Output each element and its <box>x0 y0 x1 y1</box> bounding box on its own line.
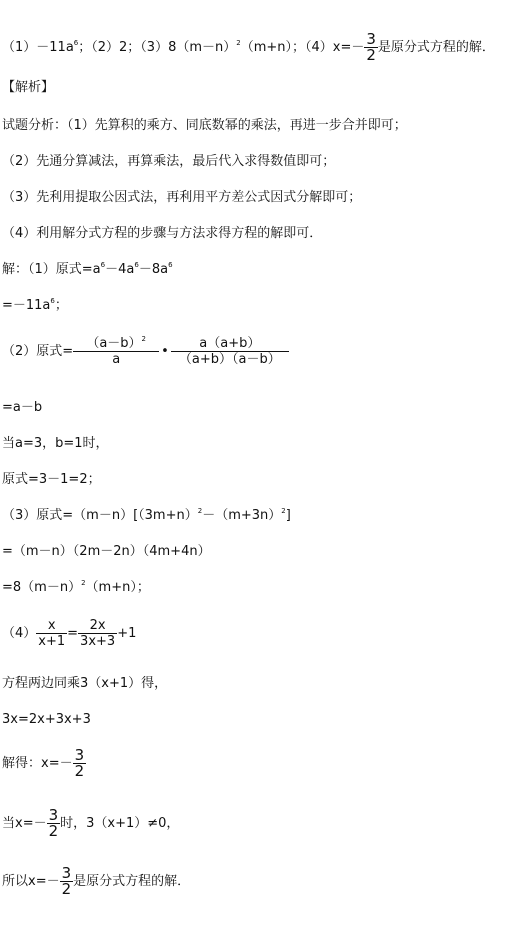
answer-sup2: 2 <box>236 39 241 47</box>
fraction-numerator: 3 <box>48 806 59 824</box>
fraction-denominator: 3x+3 <box>80 634 116 649</box>
fraction <box>36 618 67 649</box>
fraction <box>73 336 159 367</box>
solution-line-2 <box>2 298 68 314</box>
solution-line-7 <box>2 508 291 524</box>
answer-line <box>2 32 495 63</box>
solution-line-4: =a－b <box>2 400 43 415</box>
solution-text: （m+n）； <box>85 580 150 595</box>
solution-line-3 <box>2 336 289 367</box>
fraction-denominator: （a+b）（a－b） <box>171 351 289 367</box>
exponent: 6 <box>168 261 173 269</box>
fraction <box>78 618 117 649</box>
solution-text: 所以x=－ <box>2 874 60 889</box>
solution-text: ； <box>54 298 68 313</box>
analysis-line-2: （2）先通分算减法，再算乘法，最后代入求得数值即可； <box>2 154 336 169</box>
answer-part1: （1）－11a <box>2 40 74 55</box>
fraction-numerator: 3 <box>61 864 72 882</box>
fraction <box>47 808 61 839</box>
fraction-denominator: 2 <box>61 880 72 898</box>
equals-sign: = <box>67 626 79 641</box>
answer-sup1: 6 <box>73 39 79 47</box>
section-title: 【解析】 <box>2 80 55 95</box>
solution-line-15 <box>2 866 190 897</box>
solution-line-13 <box>2 748 86 779</box>
solution-text: （4） <box>2 626 37 641</box>
solution-line-11: 方程两边同乘3（x+1）得， <box>2 676 168 691</box>
exponent: 6 <box>100 261 106 269</box>
solution-line-14 <box>2 808 179 839</box>
exponent: 2 <box>81 579 86 587</box>
solution-text: 解得：x=－ <box>2 756 73 771</box>
solution-text: －（m+3n） <box>202 508 282 523</box>
exponent: 2 <box>197 507 203 515</box>
fraction-denominator: 2 <box>366 46 376 64</box>
multiply-dot: • <box>161 344 169 359</box>
solution-text: 时，3（x+1）≠0， <box>60 816 180 831</box>
solution-text: －8a <box>138 262 169 277</box>
solution-text: （3）原式=（m－n）[（3m+n） <box>2 508 198 523</box>
solution-text: =8（m－n） <box>2 580 82 595</box>
fraction-numerator: 2x <box>89 618 106 633</box>
solution-text: ] <box>285 508 291 523</box>
solution-line-9 <box>2 580 150 596</box>
fraction <box>60 866 74 897</box>
analysis-line-1: 试题分析：（1）先算积的乘方、同底数幂的乘法，再进一步合并即可； <box>2 118 407 133</box>
analysis-line-4: （4）利用解分式方程的步骤与方法求得方程的解即可． <box>2 226 323 241</box>
fraction-denominator: a <box>73 351 159 367</box>
solution-text: =－11a <box>2 298 51 313</box>
answer-part2: ；（2）2；（3）8（m－n） <box>78 40 237 55</box>
solution-text: 解：（1）原式=a <box>2 262 101 277</box>
fraction <box>171 336 289 367</box>
answer-part4: 是原分式方程的解． <box>377 40 495 55</box>
answer-part3: （m+n）；（4）x=－ <box>240 40 365 55</box>
fraction-numerator <box>73 336 159 351</box>
solution-line-8: =（m－n）（2m－2n）（4m+4n） <box>2 544 211 559</box>
solution-text: －4a <box>105 262 135 277</box>
fraction-numerator: x <box>47 618 56 633</box>
fraction-denominator: 2 <box>48 822 59 840</box>
exponent: 6 <box>50 297 55 305</box>
analysis-line-3: （3）先利用提取公因式法，再利用平方差公式因式分解即可； <box>2 190 362 205</box>
exponent: 2 <box>141 335 147 343</box>
solution-line-5: 当a=3，b=1时， <box>2 436 109 451</box>
fraction-denominator: 2 <box>74 762 85 780</box>
solution-line-12: 3x=2x+3x+3 <box>2 712 91 727</box>
fraction <box>73 748 87 779</box>
solution-text: 当x=－ <box>2 816 47 831</box>
fraction-numerator: 3 <box>366 30 376 48</box>
solution-text: （2）原式= <box>2 344 74 359</box>
answer-fraction <box>364 32 378 63</box>
exponent: 6 <box>134 261 139 269</box>
solution-text: +1 <box>117 626 137 641</box>
numerator-text: （a－b） <box>86 336 142 351</box>
solution-text: 是原分式方程的解． <box>73 874 191 889</box>
fraction-numerator: a（a+b） <box>199 336 261 351</box>
fraction-numerator: 3 <box>74 746 85 764</box>
solution-line-10 <box>2 618 136 649</box>
fraction-denominator: x+1 <box>38 634 66 649</box>
solution-line-6: 原式=3－1=2； <box>2 472 101 487</box>
solution-line-1 <box>2 262 173 278</box>
exponent: 2 <box>281 507 286 515</box>
